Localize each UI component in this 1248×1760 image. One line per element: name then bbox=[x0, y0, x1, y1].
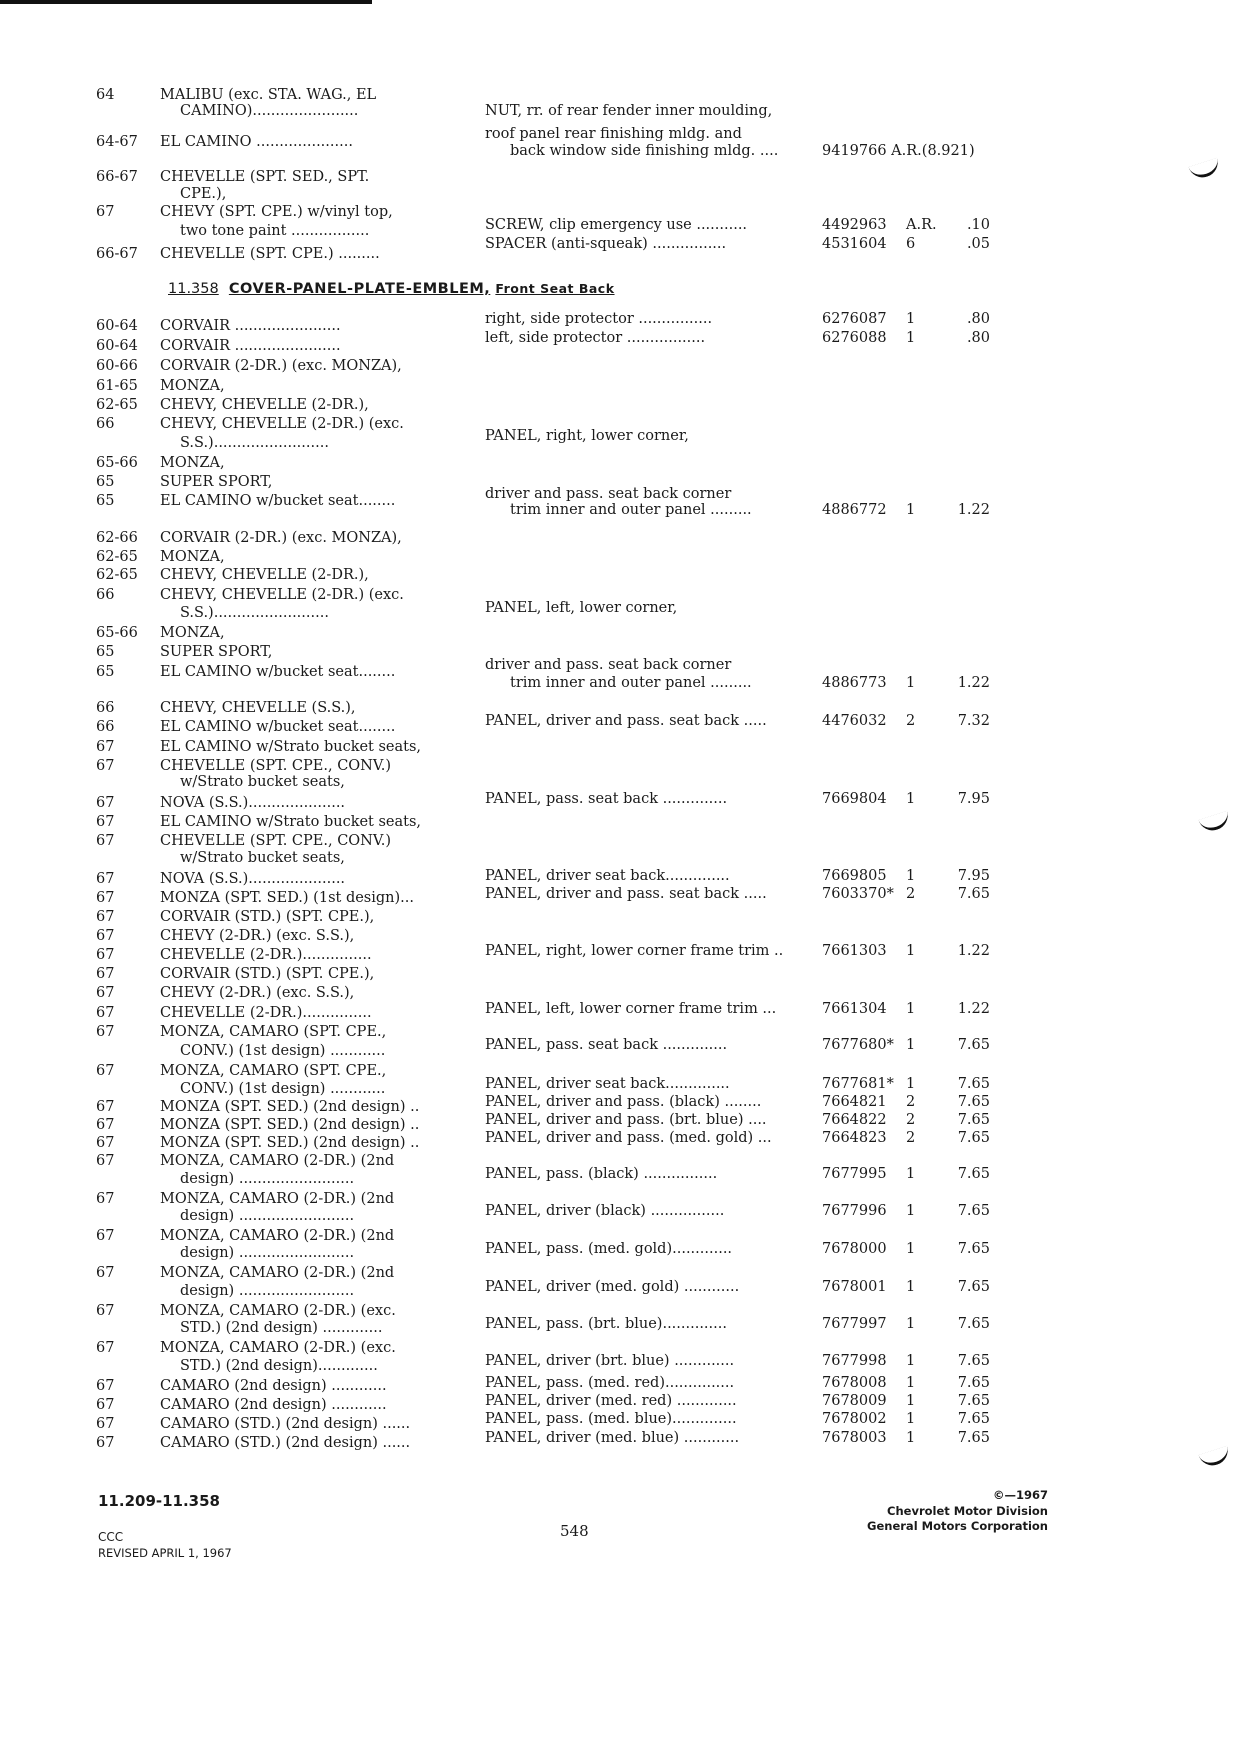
quantity-cell: 1 bbox=[906, 1353, 916, 1369]
price-cell: 7.95 bbox=[957, 868, 990, 884]
model-cell: CHEVELLE (2-DR.)............... bbox=[160, 947, 372, 963]
check-mark bbox=[1188, 158, 1221, 182]
price-cell: .80 bbox=[966, 311, 990, 327]
year-cell: 64 bbox=[96, 87, 115, 103]
price-cell: 7.65 bbox=[957, 1203, 990, 1219]
part-number-cell: 7661303 bbox=[822, 943, 887, 959]
part-number-cell: 7678008 bbox=[822, 1375, 887, 1391]
footer-revised: REVISED APRIL 1, 1967 bbox=[98, 1546, 232, 1560]
year-cell: 67 bbox=[96, 890, 115, 906]
model-cell: MONZA, CAMARO (2-DR.) (exc. bbox=[160, 1303, 396, 1319]
part-number-cell: 4886772 bbox=[822, 502, 887, 518]
model-cell: MONZA, bbox=[160, 378, 225, 394]
description-cell: PANEL, pass. (black) ................ bbox=[485, 1166, 718, 1182]
year-cell: 67 bbox=[96, 1099, 115, 1115]
model-cell: SUPER SPORT, bbox=[160, 644, 273, 660]
quantity-cell: 1 bbox=[906, 1430, 916, 1446]
section-number: 11.358 bbox=[168, 281, 219, 297]
part-number-cell: 7677996 bbox=[822, 1203, 887, 1219]
year-cell: 64-67 bbox=[96, 134, 138, 150]
description-cell: PANEL, pass. (brt. blue).............. bbox=[485, 1316, 727, 1332]
year-cell: 67 bbox=[96, 985, 115, 1001]
model-cell: CORVAIR (STD.) (SPT. CPE.), bbox=[160, 909, 375, 925]
quantity-cell: 1 bbox=[906, 868, 916, 884]
price-cell: 7.65 bbox=[957, 886, 990, 902]
footer-division: Chevrolet Motor Division bbox=[887, 1504, 1048, 1518]
year-cell: 67 bbox=[96, 1024, 115, 1040]
description-cell: PANEL, right, lower corner frame trim .. bbox=[485, 943, 784, 959]
model-cell: MONZA, CAMARO (2-DR.) (2nd bbox=[160, 1265, 395, 1281]
description-cell: PANEL, driver seat back.............. bbox=[485, 1076, 730, 1092]
quantity-cell: 1 bbox=[906, 791, 916, 807]
description-cell: back window side finishing mldg. .... bbox=[510, 143, 779, 159]
model-cell: MONZA, CAMARO (2-DR.) (exc. bbox=[160, 1340, 396, 1356]
quantity-cell: 1 bbox=[906, 675, 916, 691]
model-cell: S.S.)......................... bbox=[180, 435, 329, 451]
description-cell: PANEL, driver (med. blue) ............ bbox=[485, 1430, 740, 1446]
description-cell: PANEL, pass. (med. red)............... bbox=[485, 1375, 735, 1391]
page-number: 548 bbox=[560, 1522, 589, 1540]
model-cell: MONZA (SPT. SED.) (1st design)... bbox=[160, 890, 414, 906]
section-title: COVER-PANEL-PLATE-EMBLEM, bbox=[228, 281, 491, 297]
model-cell: CHEVY (2-DR.) (exc. S.S.), bbox=[160, 928, 355, 944]
description-cell: SPACER (anti-squeak) ................ bbox=[485, 236, 727, 252]
year-cell: 65-66 bbox=[96, 455, 138, 471]
year-cell: 67 bbox=[96, 1063, 115, 1079]
model-cell: CHEVY, CHEVELLE (2-DR.) (exc. bbox=[160, 587, 404, 603]
model-cell: CORVAIR ....................... bbox=[160, 318, 341, 334]
price-cell: 7.65 bbox=[957, 1166, 990, 1182]
year-cell: 66-67 bbox=[96, 169, 138, 185]
model-cell: CHEVY (SPT. CPE.) w/vinyl top, bbox=[160, 204, 393, 220]
description-cell: SCREW, clip emergency use ........... bbox=[485, 217, 748, 233]
description-cell: trim inner and outer panel ......... bbox=[510, 502, 752, 518]
description-cell: PANEL, driver and pass. (brt. blue) .... bbox=[485, 1112, 767, 1128]
year-cell: 65 bbox=[96, 493, 115, 509]
part-number-cell: 7678003 bbox=[822, 1430, 887, 1446]
check-mark bbox=[1198, 1446, 1231, 1470]
model-cell: w/Strato bucket seats, bbox=[180, 774, 345, 790]
description-cell: left, side protector ................. bbox=[485, 330, 706, 346]
year-cell: 62-65 bbox=[96, 397, 138, 413]
description-cell: PANEL, driver (med. red) ............. bbox=[485, 1393, 737, 1409]
price-cell: 7.65 bbox=[957, 1411, 990, 1427]
quantity-cell: 2 bbox=[906, 713, 916, 729]
price-cell: 7.65 bbox=[957, 1094, 990, 1110]
year-cell: 67 bbox=[96, 833, 115, 849]
year-cell: 67 bbox=[96, 1153, 115, 1169]
model-cell: CORVAIR (2-DR.) (exc. MONZA), bbox=[160, 530, 402, 546]
year-cell: 65-66 bbox=[96, 625, 138, 641]
description-cell: NUT, rr. of rear fender inner moulding, bbox=[485, 103, 773, 119]
description-cell: PANEL, pass. seat back .............. bbox=[485, 791, 728, 807]
part-number-cell: 7678000 bbox=[822, 1241, 887, 1257]
model-cell: MONZA, CAMARO (SPT. CPE., bbox=[160, 1063, 387, 1079]
model-cell: CONV.) (1st design) ............ bbox=[180, 1081, 386, 1097]
quantity-cell: 2 bbox=[906, 1112, 916, 1128]
model-cell: MONZA, bbox=[160, 455, 225, 471]
model-cell: CPE.), bbox=[180, 186, 227, 202]
quantity-cell: 1 bbox=[906, 330, 916, 346]
model-cell: CAMARO (STD.) (2nd design) ...... bbox=[160, 1435, 411, 1451]
part-number-cell: 7677998 bbox=[822, 1353, 887, 1369]
part-number-cell: 7678001 bbox=[822, 1279, 887, 1295]
price-cell: .10 bbox=[966, 217, 990, 233]
footer-corporation: General Motors Corporation bbox=[867, 1519, 1048, 1533]
year-cell: 62-66 bbox=[96, 530, 138, 546]
year-cell: 67 bbox=[96, 1303, 115, 1319]
part-number-cell: 7669804 bbox=[822, 791, 887, 807]
year-cell: 60-64 bbox=[96, 338, 138, 354]
model-cell: CORVAIR (2-DR.) (exc. MONZA), bbox=[160, 358, 402, 374]
quantity-cell: 1 bbox=[906, 1393, 916, 1409]
model-cell: CHEVY, CHEVELLE (2-DR.), bbox=[160, 567, 369, 583]
price-cell: 7.65 bbox=[957, 1430, 990, 1446]
footer-range: 11.209-11.358 bbox=[98, 1492, 220, 1510]
year-cell: 67 bbox=[96, 1265, 115, 1281]
year-cell: 67 bbox=[96, 1005, 115, 1021]
year-cell: 67 bbox=[96, 1397, 115, 1413]
model-cell: MONZA, CAMARO (SPT. CPE., bbox=[160, 1024, 387, 1040]
year-cell: 67 bbox=[96, 1117, 115, 1133]
footer-code: CCC bbox=[98, 1530, 124, 1544]
quantity-cell: 1 bbox=[906, 311, 916, 327]
price-cell: 7.65 bbox=[957, 1316, 990, 1332]
part-number-cell: 7677681* bbox=[822, 1076, 894, 1092]
price-cell: 7.65 bbox=[957, 1112, 990, 1128]
quantity-cell: 2 bbox=[906, 1130, 916, 1146]
year-cell: 65 bbox=[96, 474, 115, 490]
part-number-cell: 4886773 bbox=[822, 675, 887, 691]
section-subtitle: Front Seat Back bbox=[495, 281, 615, 296]
year-cell: 67 bbox=[96, 758, 115, 774]
model-cell: EL CAMINO w/bucket seat........ bbox=[160, 493, 396, 509]
model-cell: design) ......................... bbox=[180, 1171, 355, 1187]
year-cell: 67 bbox=[96, 814, 115, 830]
price-cell: .80 bbox=[966, 330, 990, 346]
model-cell: MONZA (SPT. SED.) (2nd design) .. bbox=[160, 1099, 420, 1115]
description-cell: PANEL, right, lower corner, bbox=[485, 428, 689, 444]
part-number-cell: 7603370* bbox=[822, 886, 894, 902]
model-cell: MONZA (SPT. SED.) (2nd design) .. bbox=[160, 1117, 420, 1133]
year-cell: 67 bbox=[96, 739, 115, 755]
price-cell: 7.95 bbox=[957, 791, 990, 807]
description-cell: PANEL, driver (brt. blue) ............. bbox=[485, 1353, 735, 1369]
price-cell: 7.32 bbox=[957, 713, 990, 729]
model-cell: EL CAMINO w/Strato bucket seats, bbox=[160, 814, 422, 830]
model-cell: MONZA, CAMARO (2-DR.) (2nd bbox=[160, 1228, 395, 1244]
model-cell: EL CAMINO w/bucket seat........ bbox=[160, 719, 396, 735]
price-cell: 1.22 bbox=[957, 943, 990, 959]
model-cell: S.S.)......................... bbox=[180, 605, 329, 621]
year-cell: 67 bbox=[96, 1135, 115, 1151]
year-cell: 67 bbox=[96, 1191, 115, 1207]
year-cell: 61-65 bbox=[96, 378, 138, 394]
quantity-cell: 1 bbox=[906, 1375, 916, 1391]
part-number-cell: 7677680* bbox=[822, 1037, 894, 1053]
model-cell: w/Strato bucket seats, bbox=[180, 850, 345, 866]
part-number-cell: 7661304 bbox=[822, 1001, 887, 1017]
model-cell: EL CAMINO w/Strato bucket seats, bbox=[160, 739, 422, 755]
description-cell: PANEL, driver and pass. (black) ........ bbox=[485, 1094, 762, 1110]
year-cell: 60-66 bbox=[96, 358, 138, 374]
section-heading bbox=[168, 281, 615, 297]
model-cell: design) ......................... bbox=[180, 1283, 355, 1299]
part-number-cell: 7678002 bbox=[822, 1411, 887, 1427]
description-cell: PANEL, driver and pass. seat back ..... bbox=[485, 886, 767, 902]
year-cell: 67 bbox=[96, 1340, 115, 1356]
part-number-cell: 9419766 A.R.(8.921) bbox=[822, 143, 975, 159]
part-number-cell: 6276088 bbox=[822, 330, 887, 346]
part-number-cell: 7677995 bbox=[822, 1166, 887, 1182]
year-cell: 67 bbox=[96, 1416, 115, 1432]
model-cell: two tone paint ................. bbox=[180, 223, 370, 239]
model-cell: CHEVELLE (SPT. SED., SPT. bbox=[160, 169, 370, 185]
year-cell: 62-65 bbox=[96, 549, 138, 565]
year-cell: 67 bbox=[96, 1228, 115, 1244]
description-cell: PANEL, driver (black) ................ bbox=[485, 1203, 725, 1219]
model-cell: SUPER SPORT, bbox=[160, 474, 273, 490]
description-cell: PANEL, left, lower corner, bbox=[485, 600, 678, 616]
description-cell: PANEL, driver (med. gold) ............ bbox=[485, 1279, 740, 1295]
quantity-cell: 1 bbox=[906, 1037, 916, 1053]
price-cell: .05 bbox=[966, 236, 990, 252]
part-number-cell: 4531604 bbox=[822, 236, 887, 252]
quantity-cell: 1 bbox=[906, 1203, 916, 1219]
model-cell: CORVAIR ....................... bbox=[160, 338, 341, 354]
quantity-cell: 2 bbox=[906, 886, 916, 902]
year-cell: 66 bbox=[96, 719, 115, 735]
price-cell: 7.65 bbox=[957, 1076, 990, 1092]
description-cell: driver and pass. seat back corner bbox=[485, 657, 732, 673]
year-cell: 66-67 bbox=[96, 246, 138, 262]
year-cell: 65 bbox=[96, 644, 115, 660]
quantity-cell: 1 bbox=[906, 1411, 916, 1427]
model-cell: CHEVY, CHEVELLE (2-DR.), bbox=[160, 397, 369, 413]
price-cell: 7.65 bbox=[957, 1353, 990, 1369]
footer-copyright: ©—1967 bbox=[992, 1488, 1048, 1502]
year-cell: 66 bbox=[96, 587, 115, 603]
model-cell: CHEVELLE (2-DR.)............... bbox=[160, 1005, 372, 1021]
description-cell: PANEL, driver and pass. (med. gold) ... bbox=[485, 1130, 772, 1146]
year-cell: 67 bbox=[96, 909, 115, 925]
year-cell: 67 bbox=[96, 795, 115, 811]
quantity-cell: 1 bbox=[906, 1316, 916, 1332]
year-cell: 65 bbox=[96, 664, 115, 680]
part-number-cell: 7677997 bbox=[822, 1316, 887, 1332]
part-number-cell: 4476032 bbox=[822, 713, 887, 729]
description-cell: right, side protector ................ bbox=[485, 311, 713, 327]
price-cell: 7.65 bbox=[957, 1279, 990, 1295]
model-cell: CAMARO (STD.) (2nd design) ...... bbox=[160, 1416, 411, 1432]
year-cell: 67 bbox=[96, 1435, 115, 1451]
quantity-cell: 1 bbox=[906, 1076, 916, 1092]
model-cell: MONZA (SPT. SED.) (2nd design) .. bbox=[160, 1135, 420, 1151]
quantity-cell: 1 bbox=[906, 943, 916, 959]
year-cell: 60-64 bbox=[96, 318, 138, 334]
description-cell: trim inner and outer panel ......... bbox=[510, 675, 752, 691]
model-cell: CHEVELLE (SPT. CPE.) ......... bbox=[160, 246, 380, 262]
top-rule bbox=[0, 0, 372, 4]
model-cell: CONV.) (1st design) ............ bbox=[180, 1043, 386, 1059]
description-cell: PANEL, driver seat back.............. bbox=[485, 868, 730, 884]
quantity-cell: 2 bbox=[906, 1094, 916, 1110]
model-cell: CAMINO)....................... bbox=[180, 103, 359, 119]
model-cell: CHEVY, CHEVELLE (2-DR.) (exc. bbox=[160, 416, 404, 432]
year-cell: 67 bbox=[96, 1378, 115, 1394]
quantity-cell: 6 bbox=[906, 236, 916, 252]
description-cell: PANEL, driver and pass. seat back ..... bbox=[485, 713, 767, 729]
model-cell: design) ......................... bbox=[180, 1208, 355, 1224]
year-cell: 67 bbox=[96, 966, 115, 982]
model-cell: MONZA, bbox=[160, 549, 225, 565]
model-cell: STD.) (2nd design) ............. bbox=[180, 1320, 383, 1336]
model-cell: design) ......................... bbox=[180, 1245, 355, 1261]
model-cell: NOVA (S.S.)..................... bbox=[160, 871, 346, 887]
year-cell: 67 bbox=[96, 871, 115, 887]
model-cell: MONZA, bbox=[160, 625, 225, 641]
year-cell: 66 bbox=[96, 416, 115, 432]
description-cell: roof panel rear finishing mldg. and bbox=[485, 126, 742, 142]
part-number-cell: 7678009 bbox=[822, 1393, 887, 1409]
model-cell: NOVA (S.S.)..................... bbox=[160, 795, 346, 811]
model-cell: MONZA, CAMARO (2-DR.) (2nd bbox=[160, 1153, 395, 1169]
year-cell: 67 bbox=[96, 204, 115, 220]
description-cell: driver and pass. seat back corner bbox=[485, 486, 732, 502]
quantity-cell: 1 bbox=[906, 502, 916, 518]
part-number-cell: 7669805 bbox=[822, 868, 887, 884]
price-cell: 7.65 bbox=[957, 1037, 990, 1053]
part-number-cell: 6276087 bbox=[822, 311, 887, 327]
model-cell: EL CAMINO ..................... bbox=[160, 134, 353, 150]
part-number-cell: 7664822 bbox=[822, 1112, 887, 1128]
quantity-cell: A.R. bbox=[906, 217, 937, 233]
model-cell: CAMARO (2nd design) ............ bbox=[160, 1378, 387, 1394]
price-cell: 1.22 bbox=[957, 675, 990, 691]
model-cell: STD.) (2nd design)............. bbox=[180, 1358, 378, 1374]
description-cell: PANEL, pass. seat back .............. bbox=[485, 1037, 728, 1053]
description-cell: PANEL, pass. (med. gold)............. bbox=[485, 1241, 733, 1257]
quantity-cell: 1 bbox=[906, 1279, 916, 1295]
year-cell: 66 bbox=[96, 700, 115, 716]
check-mark bbox=[1198, 811, 1231, 835]
price-cell: 7.65 bbox=[957, 1241, 990, 1257]
part-number-cell: 7664821 bbox=[822, 1094, 887, 1110]
description-cell: PANEL, pass. (med. blue).............. bbox=[485, 1411, 737, 1427]
description-cell: PANEL, left, lower corner frame trim ... bbox=[485, 1001, 777, 1017]
model-cell: CORVAIR (STD.) (SPT. CPE.), bbox=[160, 966, 375, 982]
model-cell: MONZA, CAMARO (2-DR.) (2nd bbox=[160, 1191, 395, 1207]
quantity-cell: 1 bbox=[906, 1166, 916, 1182]
year-cell: 62-65 bbox=[96, 567, 138, 583]
price-cell: 7.65 bbox=[957, 1393, 990, 1409]
model-cell: CHEVELLE (SPT. CPE., CONV.) bbox=[160, 758, 392, 774]
quantity-cell: 1 bbox=[906, 1001, 916, 1017]
model-cell: CHEVY, CHEVELLE (S.S.), bbox=[160, 700, 356, 716]
model-cell: EL CAMINO w/bucket seat........ bbox=[160, 664, 396, 680]
year-cell: 67 bbox=[96, 928, 115, 944]
model-cell: MALIBU (exc. STA. WAG., EL bbox=[160, 87, 377, 103]
part-number-cell: 7664823 bbox=[822, 1130, 887, 1146]
quantity-cell: 1 bbox=[906, 1241, 916, 1257]
part-number-cell: 4492963 bbox=[822, 217, 887, 233]
model-cell: CAMARO (2nd design) ............ bbox=[160, 1397, 387, 1413]
model-cell: CHEVY (2-DR.) (exc. S.S.), bbox=[160, 985, 355, 1001]
price-cell: 7.65 bbox=[957, 1130, 990, 1146]
price-cell: 7.65 bbox=[957, 1375, 990, 1391]
price-cell: 1.22 bbox=[957, 1001, 990, 1017]
price-cell: 1.22 bbox=[957, 502, 990, 518]
year-cell: 67 bbox=[96, 947, 115, 963]
model-cell: CHEVELLE (SPT. CPE., CONV.) bbox=[160, 833, 392, 849]
